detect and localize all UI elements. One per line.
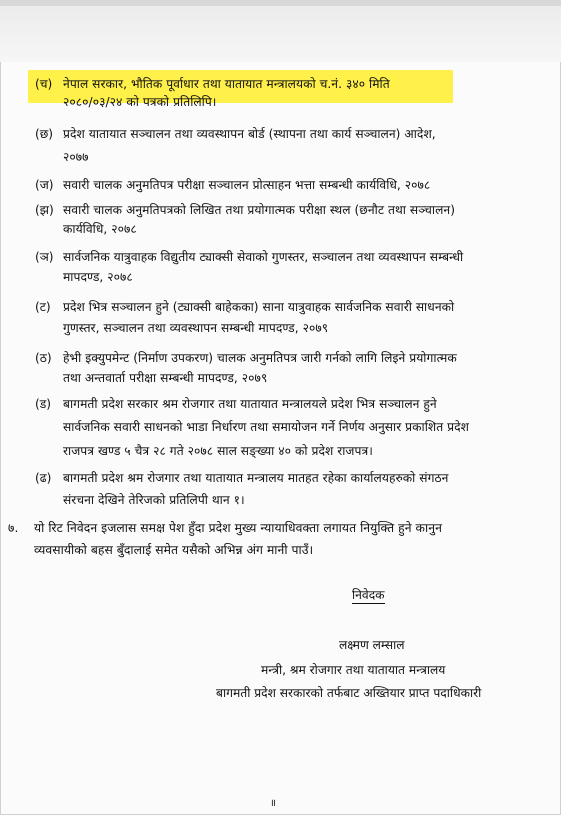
item-ja-line-1: सवारी चालक अनुमतिपत्र परीक्षा सञ्चालन प्रोत्साहन भत्ता सम्बन्धी कार्यविधि, २०७८: [63, 178, 431, 192]
section-seven-number: ७.: [8, 521, 19, 535]
item-cha-line-1: नेपाल सरकार, भौतिक पूर्वाधार तथा यातायात मन्त्रालयको च.नं. ३४० मिति: [63, 77, 390, 91]
item-cha-label: (च): [35, 77, 53, 91]
signature-heading: निवेदक: [352, 588, 385, 602]
item-dha-line-1: बागमती प्रदेश श्रम रोजगार तथा यातायात मन्त्रालय मातहत रहेका कार्यालयहरुको संगठन: [63, 471, 449, 485]
item-chha-line-2: २०७७: [63, 150, 89, 164]
item-da-label: (ड): [35, 397, 52, 411]
section-seven-line-1: यो रिट निवेदन इजलास समक्ष पेश हुँदा प्रदेश मुख्य न्यायाधिवक्ता लगायत नियुक्ति हुने कानुन: [34, 521, 442, 535]
item-nya-line-2: मापदण्ड, २०७८: [63, 270, 133, 284]
item-nya-line-1: सार्वजनिक यात्रुवाहक विद्युतीय ट्याक्सी सेवाको गुणस्तर, सञ्चालन तथा व्यवस्थापन सम्बन्धी: [63, 250, 464, 264]
item-tha-line-1: हेभी इक्युपमेन्ट (निर्माण उपकरण) चालक अनुमतिपत्र जारी गर्नको लागि लिइने प्रयोगात्मक: [63, 351, 457, 365]
signatory-name: लक्ष्मण लम्साल: [339, 638, 405, 652]
item-ta-line-1: प्रदेश भित्र सञ्चालन हुने (ट्याक्सी बाहेकका) साना यात्रुवाहक सार्वजनिक सवारी साधनको: [63, 300, 455, 314]
item-tha-label: (ठ): [35, 351, 52, 365]
item-nya-label: (ञ): [35, 250, 54, 264]
item-jha-line-1: सवारी चालक अनुमतिपत्रको लिखित तथा प्रयोगात्मक परीक्षा स्थल (छनौट तथा सञ्चालन): [63, 203, 456, 217]
item-ta-label: (ट): [35, 300, 51, 314]
item-ta-line-2: गुणस्तर, सञ्चालन तथा व्यवस्थापन सम्बन्धी मापदण्ड, २०७९: [63, 321, 329, 335]
section-seven-line-2: व्यवसायीको बहस बुँदालाई समेत यसैको अभिन्न अंग मानी पाउँ।: [34, 543, 314, 557]
item-jha-line-2: कार्यविधि, २०७८: [63, 222, 137, 236]
item-dha-label: (ढ): [35, 471, 52, 485]
item-chha-line-1: प्रदेश यातायात सञ्चालन तथा व्यवस्थापन बोर्ड (स्थापना तथा कार्य सञ्चालन) आदेश,: [63, 127, 436, 141]
item-ja-label: (ज): [35, 178, 54, 192]
signatory-title-line-2: बागमती प्रदेश सरकारको तर्फबाट अख्तियार प्राप्त पदाधिकारी: [216, 686, 482, 700]
item-da-line-3: राजपत्र खण्ड ५ चैत्र २८ गते २०७८ साल सङ्ख्या ४० को प्रदेश राजपत्र।: [63, 444, 373, 458]
item-da-line-1: बागमती प्रदेश सरकार श्रम रोजगार तथा यातायात मन्त्रालयले प्रदेश भित्र सञ्चालन हुने: [63, 397, 437, 411]
item-cha-line-2: २०८०/०३/२४ को पत्रको प्रतिलिपि।: [63, 95, 217, 109]
signatory-title-line-1: मन्त्री, श्रम रोजगार तथा यातायात मन्त्रालय: [261, 663, 446, 677]
item-da-line-2: सार्वजनिक सवारी साधनको भाडा निर्धारण तथा समायोजन गर्ने निर्णय अनुसार प्रकाशित प्रदेश: [63, 420, 469, 434]
scan-top-shadow: [0, 0, 561, 62]
item-dha-line-2: संरचना देखिने तेरिजको प्रतिलिपी थान १।: [63, 493, 245, 507]
item-tha-line-2: तथा अन्तवार्ता परीक्षा सम्बन्धी मापदण्ड, २०७९: [63, 371, 268, 385]
item-chha-label: (छ): [35, 127, 54, 141]
bottom-mark: ॥: [270, 798, 276, 809]
item-jha-label: (झ): [35, 203, 54, 217]
